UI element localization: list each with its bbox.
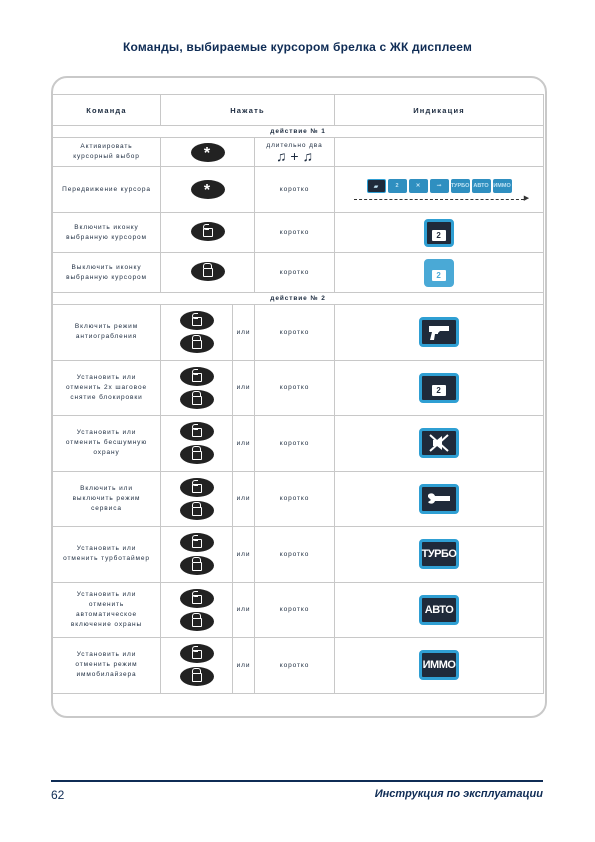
- timing-text: коротко: [255, 638, 335, 694]
- indication-cell: [335, 305, 544, 361]
- pistol-icon: [419, 317, 459, 347]
- command-text: Установить или отменить бесшумную охрану: [53, 416, 161, 472]
- indication-cell: [335, 138, 544, 167]
- header-press: Нажать: [161, 95, 335, 126]
- icon-strip: [335, 179, 543, 193]
- command-text: Установить или отменить автоматическое включение охраны: [53, 582, 161, 638]
- command-text: Установить или отменить режим иммобилайзера: [53, 638, 161, 694]
- lock-button-icon: [180, 478, 214, 497]
- mute-icon: ✕: [409, 179, 428, 193]
- timing-text: коротко: [255, 360, 335, 416]
- timing-text: длительно два: [266, 141, 323, 149]
- table-row: [53, 305, 544, 361]
- command-text: Активировать курсорный выбор: [53, 138, 161, 167]
- header-command: Команда: [53, 95, 161, 126]
- button-cell: [161, 167, 255, 213]
- indication-cell: [335, 360, 544, 416]
- page-title: Команды, выбираемые курсором брелка с ЖК дисплеем: [122, 40, 473, 54]
- command-text: Выключить иконку выбранную курсором: [53, 253, 161, 293]
- padlock-icon: 2: [388, 179, 407, 193]
- button-cell: [161, 416, 233, 472]
- auto-icon: АВТО: [419, 595, 459, 625]
- unlock-button-icon: [191, 262, 225, 281]
- immo-icon: ИММО: [493, 179, 512, 193]
- table-row: [53, 638, 544, 694]
- unlock-button-icon: [180, 667, 214, 686]
- table-row: [53, 360, 544, 416]
- command-text: Передвижение курсора: [53, 167, 161, 213]
- indication-cell: [335, 527, 544, 583]
- command-text: Включить иконку выбранную курсором: [53, 213, 161, 253]
- table-row: [53, 582, 544, 638]
- section-1-label: действие № 1: [53, 126, 544, 138]
- table-row: [53, 213, 544, 253]
- timing-text: коротко: [255, 253, 335, 293]
- turbo-icon: ТУРБО: [419, 539, 459, 569]
- table-row: [53, 253, 544, 293]
- lock-button-icon: [180, 422, 214, 441]
- command-text: Включить режим антиограбления: [53, 305, 161, 361]
- timing-text: коротко: [255, 213, 335, 253]
- footer-title: Инструкция по эксплуатации: [374, 788, 543, 800]
- or-text: или: [233, 527, 255, 583]
- lock-button-icon: [180, 589, 214, 608]
- lock-button-icon: [180, 533, 214, 552]
- table-row: [53, 527, 544, 583]
- timing-text: коротко: [255, 582, 335, 638]
- table-row: [53, 471, 544, 527]
- pistol-icon: ▰: [367, 179, 386, 193]
- double-note-icon: ♫ + ♫: [276, 147, 313, 164]
- unlock-button-icon: [180, 556, 214, 575]
- unlock-button-icon: [180, 334, 214, 353]
- button-cell: [161, 471, 233, 527]
- button-cell: [161, 360, 233, 416]
- star-button-icon: *: [191, 143, 225, 162]
- lock-button-icon: [191, 222, 225, 241]
- button-cell: [161, 305, 233, 361]
- command-text: Установить или отменить 2х шаговое снятие блокировки: [53, 360, 161, 416]
- or-text: или: [233, 416, 255, 472]
- indication-cell: [335, 416, 544, 472]
- unlock-button-icon: [180, 390, 214, 409]
- wrench-icon: [419, 484, 459, 514]
- wrench-icon: ⊸: [430, 179, 449, 193]
- padlock-closed-icon: 2: [424, 219, 454, 247]
- padlock-open-icon: 2: [424, 259, 454, 287]
- table-row: [53, 138, 544, 167]
- or-text: или: [233, 582, 255, 638]
- or-text: или: [233, 638, 255, 694]
- mute-icon: [419, 428, 459, 458]
- padlock-closed-icon: 2: [419, 373, 459, 403]
- indication-cell: [335, 471, 544, 527]
- indication-cell: [335, 167, 544, 213]
- table-row: [53, 167, 544, 213]
- immo-icon: ИММО: [419, 650, 459, 680]
- button-cell: [161, 582, 233, 638]
- unlock-button-icon: [180, 612, 214, 631]
- button-cell: [161, 253, 255, 293]
- header-indication: Индикация: [335, 95, 544, 126]
- timing-text: коротко: [255, 471, 335, 527]
- footer-divider: [51, 780, 543, 782]
- lock-button-icon: [180, 311, 214, 330]
- button-cell: [161, 213, 255, 253]
- star-button-icon: *: [191, 180, 225, 199]
- button-cell: [161, 527, 233, 583]
- lock-button-icon: [180, 367, 214, 386]
- or-text: или: [233, 471, 255, 527]
- timing-text: коротко: [255, 167, 335, 213]
- unlock-button-icon: [180, 445, 214, 464]
- button-cell: [161, 138, 255, 167]
- command-text: Установить или отменить турботаймер: [53, 527, 161, 583]
- button-cell: [161, 638, 233, 694]
- timing-cell: [255, 138, 335, 167]
- indication-cell: [335, 213, 544, 253]
- lock-button-icon: [180, 644, 214, 663]
- unlock-button-icon: [180, 501, 214, 520]
- timing-text: коротко: [255, 416, 335, 472]
- commands-table: [52, 94, 544, 694]
- section-2-label: действие № 2: [53, 293, 544, 305]
- section-2-rows: [53, 305, 544, 694]
- table-row: [53, 416, 544, 472]
- indication-cell: [335, 582, 544, 638]
- page-number: 62: [51, 788, 65, 802]
- indication-cell: [335, 638, 544, 694]
- indication-cell: [335, 253, 544, 293]
- or-text: или: [233, 305, 255, 361]
- cursor-arrow-icon: [354, 199, 524, 200]
- turbo-icon: ТУРБО: [451, 179, 470, 193]
- auto-icon: АВТО: [472, 179, 491, 193]
- timing-text: коротко: [255, 305, 335, 361]
- command-text: Включить или выключить режим сервиса: [53, 471, 161, 527]
- or-text: или: [233, 360, 255, 416]
- timing-text: коротко: [255, 527, 335, 583]
